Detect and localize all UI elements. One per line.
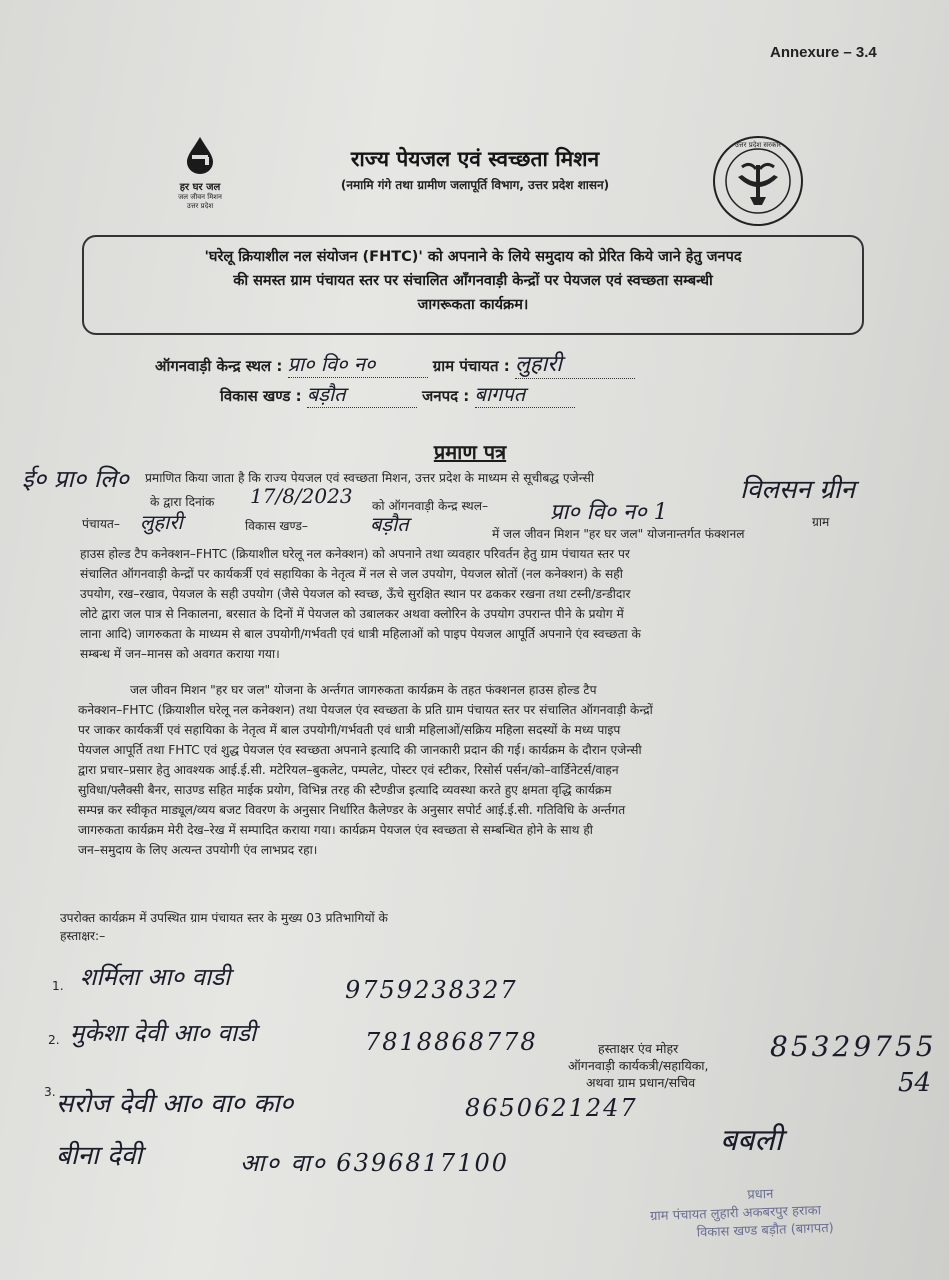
vikas-khand-field-row (220, 380, 575, 408)
handwritten-location: प्रा० वि० न० 1 (550, 500, 668, 525)
participant-phone: 8650621247 (465, 1094, 638, 1122)
janpad-label: जनपद : (422, 387, 470, 405)
participant-name: शर्मिला आ० वाडी (80, 963, 231, 991)
participant-number: 2. (48, 1033, 60, 1047)
emblem-text: उत्तर प्रदेश सरकार (734, 141, 782, 149)
p1-rest-line: उपयोग, रख–रखाव, पेयजल के सही उपयोग (जैसे पेयजल को स्वच्छ, ऊँचे सुरक्षित स्थान पर ढककर रखना तथा टस्नी/डन्डीदार (80, 587, 631, 601)
stamp-line3: विकास खण्ड बड़ौत (बागपत) (696, 1220, 834, 1241)
p3-line2: हस्ताक्षर:– (60, 929, 106, 943)
p1-rest-line: सम्बन्ध में जन–मानस को अवगत कराया गया। (80, 647, 280, 661)
handwritten-panchayat: लुहारी (140, 510, 183, 534)
signature-caption (568, 1040, 709, 1091)
handwritten-prefix: ई० प्रा० लि० (22, 465, 129, 493)
handwritten-signature: बबली (720, 1123, 783, 1158)
anganwadi-field-row (155, 348, 635, 379)
water-drop-icon (183, 135, 217, 175)
logo-line1: हर घर जल (179, 182, 221, 193)
handwritten-phone-b: 54 (898, 1068, 932, 1098)
participant-number: 3. (44, 1085, 56, 1099)
janpad-value: बागपत (475, 380, 575, 408)
p2-line: जल जीवन मिशन "हर घर जल" योजना के अर्न्तगत जागरुकता कार्यक्रम के तहत फंक्शनल हाउस होल्ड टैप (130, 683, 597, 697)
program-heading-box (82, 235, 864, 335)
logo-line3: उत्तर प्रदेश (186, 202, 214, 210)
p1-rest-line: संचालित ऑगनवाड़ी केन्द्रों पर कार्यकर्त्री एवं सहायिका के नेतृत्व में नल से जल उपयोग, पेयजल स्रोतों (नल कनेक्शन) के सही (80, 567, 623, 581)
p1-body (80, 544, 860, 664)
p1-line3a: पंचायत– (82, 517, 120, 531)
mission-subtitle: (नमामि गंगे तथा ग्रामीण जलापूर्ति विभाग, उत्तर प्रदेश शासन) (340, 178, 610, 192)
participant-phone: 9759238327 (345, 976, 518, 1004)
participant-name: बीना देवी (56, 1141, 143, 1171)
participant-phone: 7818868778 (365, 1028, 538, 1056)
p1-line2a: के द्वारा दिनांक (150, 495, 215, 509)
pradhan-stamp (649, 1182, 834, 1242)
handwritten-date: 17/8/2023 (250, 484, 353, 508)
p2-line: कनेक्शन–FHTC (क्रियाशील घरेलू नल कनेक्शन) तथा पेयजल एंव स्वच्छता के प्रति ग्राम पंचायत स्तर पर संचालित ऑगनवाड़ी केन्द्रों (78, 703, 653, 717)
p2-line: सुविधा/फ्लैक्सी बैनर, साउण्ड सहित माईक प्रयोग, विभिन्न तरह की स्टैण्डीज इत्यादि व्यवस्था करते हुए क्षमता वृद्धि कार्यक्रम (78, 783, 612, 797)
anganwadi-value: प्रा० वि० न० (288, 350, 428, 378)
participant-number: 1. (52, 979, 64, 993)
stamp-line2: ग्राम पंचायत लुहारी अकबरपुर हराका (649, 1203, 822, 1225)
participant-name: सरोज देवी आ० वा० का० (56, 1089, 294, 1119)
p1-line2b: को ऑगनवाड़ी केन्द्र स्थल– (372, 499, 489, 513)
p2-body (78, 680, 858, 860)
gram-panchayat-value: लुहारी (515, 348, 635, 379)
participant-name: मुकेशा देवी आ० वाडी (70, 1019, 257, 1047)
signature-line1: हस्ताक्षर एंव मोहर (598, 1041, 679, 1056)
heading-line3: जागरूकता कार्यक्रम। (417, 297, 529, 313)
p1-line1: प्रमाणित किया जाता है कि राज्य पेयजल एवं स्वच्छता मिशन, उत्तर प्रदेश के माध्यम से सूचीबद्ध एजेन्सी (145, 471, 595, 485)
participant-phone: आ० वा० 6396817100 (240, 1149, 510, 1177)
p1-rest-line: लोटे द्वारा जल पात्र से निकालना, बरसात के दिनों में पेयजल को उबालकर अथवा क्लोरिन के उपयोग उपरान्त पीने के प्रयोग में (80, 607, 624, 621)
up-government-emblem (712, 135, 804, 227)
p1-line3c: में जल जीवन मिशन "हर घर जल" योजनान्तर्गत फंक्शनल (492, 527, 745, 541)
handwritten-agency: विलसन ग्रीन (740, 475, 855, 505)
p2-line: पेयजल आपूर्ति तथा FHTC एवं शुद्ध पेयजल एंव स्वच्छता अपनाने इत्यादि की जानकारी प्रदान की गई। कार्यक्रम के दौरान एजेन्सी (78, 743, 642, 757)
p1-line3d: ग्राम (812, 515, 830, 529)
anganwadi-label: ऑगनवाड़ी केन्द्र स्थल : (155, 357, 283, 375)
p2-line: जागरुकता कार्यक्रम मेरी देख–रेख में सम्पादित कराया गया। कार्यक्रम पेयजल एंव स्वच्छता से सम्बन्धित होने के साथ ही (78, 823, 593, 837)
vikas-khand-label: विकास खण्ड : (220, 387, 302, 405)
p2-line: जन–समुदाय के लिए अत्यन्त उपयोगी एंव लाभप्रद रहा। (78, 843, 318, 857)
vikas-khand-value: बड़ौत (307, 380, 417, 408)
stamp-line1: प्रधान (747, 1186, 774, 1203)
p2-line: द्वारा प्रचार–प्रसार हेतु आवश्यक आई.ई.सी. मटेरियल–बुकलेट, पम्पलेट, पोस्टर एवं स्टीकर, रिसोर्स पर्सन/को–वार्डिनेटर्स/वाहन (78, 763, 619, 777)
certificate-title: प्रमाण पत्र (433, 440, 507, 464)
har-ghar-jal-logo (160, 135, 240, 225)
p1-rest-line: हाउस होल्ड टैप कनेक्शन–FHTC (क्रियाशील घरेलू नल कनेक्शन) को अपनाने तथा व्यवहार परिवर्तन हेतु ग्राम पंचायत स्तर पर (80, 547, 630, 561)
heading-line2: की समस्त ग्राम पंचायत स्तर पर संचालित आँगनवाड़ी केन्द्रों पर पेयजल एवं स्वच्छता सम्बन्धी (233, 273, 713, 289)
annexure-label: Annexure – 3.4 (770, 44, 877, 61)
p3-line1: उपरोक्त कार्यक्रम में उपस्थित ग्राम पंचायत स्तर के मुख्य 03 प्रतिभागियों के (60, 911, 388, 925)
p1-line3b: विकास खण्ड– (245, 519, 308, 533)
logo-line2: जल जीवन मिशन (178, 193, 222, 201)
heading-line1: 'घरेलू क्रियाशील नल संयोजन (FHTC)' को अपनाने के लिये समुदाय को प्रेरित किये जाने हेतु जनपद (204, 249, 742, 265)
mission-title: राज्य पेयजल एवं स्वच्छता मिशन (350, 147, 600, 171)
p2-line: पर जाकर कार्यकर्त्री एवं सहायिका के नेतृत्व में बाल उपयोगी/गर्भवती एवं धात्री महिलाओं/सक्रिय महिला सदस्यों के मध्य पाइप (78, 723, 621, 737)
p2-line: सम्पन्न कर स्वीकृत माड्यूल/व्यय बजट विवरण के अनुसार निर्धारित कैलेण्डर के अनुसार सपोर्ट आई.ई.सी. गतिविधि के अर्न्तगत (78, 803, 626, 817)
signature-line3: अथवा ग्राम प्रधान/सचिव (586, 1075, 696, 1090)
handwritten-phone-a: 85329755 (770, 1030, 937, 1063)
signature-line2: ऑगनवाड़ी कार्यकत्री/सहायिका, (568, 1058, 709, 1073)
p1-rest-line: लाना आदि) जागरुकता के माध्यम से बाल उपयोगी/गर्भवती एवं धात्री महिलाओं को पाइप पेयजल आपूर्ति अपनाने एंव स्वच्छता के (80, 627, 641, 641)
handwritten-khand: बड़ौत (370, 512, 409, 536)
gram-panchayat-label: ग्राम पंचायत : (432, 357, 510, 375)
